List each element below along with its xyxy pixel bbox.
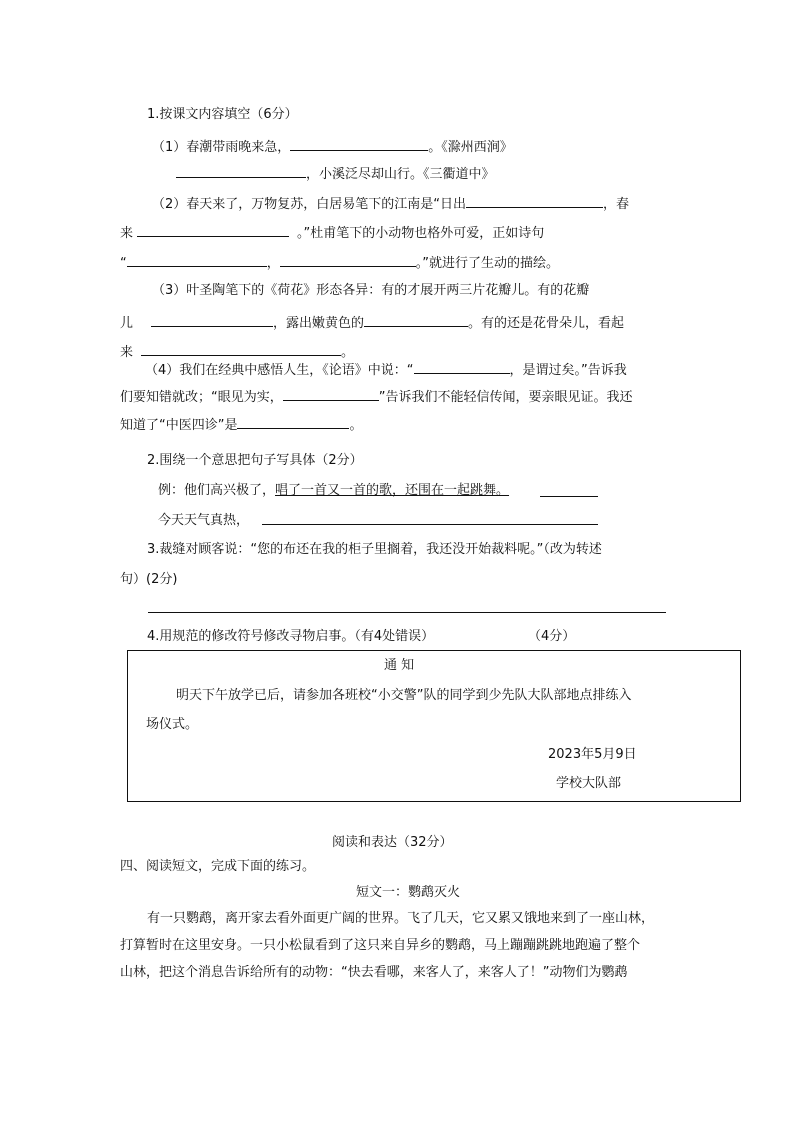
q4a-suffix: ，是谓过矣。”告诉我 [509,363,627,378]
q2c-comma: ， [266,256,280,271]
q1b-suffix: ，小溪泛尽却山行。《三衢道中》 [306,167,495,182]
q4c-prefix: 知道了“中医四诊”是 [120,418,238,433]
prompt-text: 今天天气真热， [158,513,250,528]
q3b-middle: ，露出嫩黄色的 [273,316,365,331]
example-line [158,482,509,500]
passage-line3: 山林，把这个消息告诉给所有的动物：“快去看哪，来客人了，来客人了！”动物们为鹦鹉 [120,965,628,980]
q3b-blank-1[interactable] [151,312,273,327]
section2-title: 2.围绕一个意思把句子写具体（2分） [147,453,363,468]
notice-signer: 学校大队部 [556,776,622,791]
q4b-prefix: 们要知错就改；“眼见为实， [120,390,283,405]
passage-line2: 打算暂时在这里安身。一只小松鼠看到了这只来自异乡的鹦鹉，马上蹦蹦跳跳地跑遍了整个 [120,938,641,953]
notice-box [127,650,741,802]
q3b-prefix: 儿 [120,316,134,331]
q2a-prefix: （2）春天来了，万物复苏，白居易笔下的江南是“日出 [152,197,467,212]
q2a-line [152,193,629,214]
reading-heading: 阅读和表达（32分） [332,835,453,850]
q2b-prefix: 来 [120,226,134,241]
q4b-suffix: ”告诉我们不能轻信传闻，要亲眼见证。我还 [378,390,633,405]
q3b-suffix: 。有的还是花骨朵儿，看起 [468,316,625,331]
q3b-blank-2[interactable] [364,312,468,327]
q3c-blank[interactable] [141,341,341,356]
q4a-prefix: （4）我们在经典中感悟人生，《论语》中说：“ [145,363,414,378]
example-underline-tail [540,496,598,497]
q4b-line [120,386,633,407]
q1a-suffix: 。《滁州西涧》 [428,140,513,155]
section3-line1: 3.裁缝对顾客说：“您的布还在我的柜子里搁着，我还没开始裁料呢。”（改为转述 [147,542,602,557]
q2b-line [120,222,544,243]
example-prefix: 例：他们高兴极了， [158,483,276,498]
q2b-blank[interactable] [137,222,289,237]
q1a-prefix: （1）春潮带雨晚来急， [152,140,291,155]
q4b-blank[interactable] [283,386,379,401]
q2c-suffix: 。”就进行了生动的描绘。 [415,256,560,271]
section4-points: （4分） [528,629,576,644]
section1-title: 1.按课文内容填空（6分） [147,107,298,122]
q2c-blank-1[interactable] [127,252,267,267]
section2-answer-line[interactable] [262,524,598,525]
notice-title: 通 知 [384,658,415,673]
q2c-prefix: “ [120,256,127,271]
section3-answer-line[interactable] [148,612,666,613]
q1b-line [176,163,495,184]
passage-title: 短文一：鹦鹉灭火 [356,885,461,900]
notice-body-line1: 明天下午放学已后，请参加各班校“小交警”队的同学到少先队大队部地点排练入 [176,688,632,703]
reading-instruction: 四、阅读短文，完成下面的练习。 [120,859,316,874]
q3a-line: （3）叶圣陶笔下的《荷花》形态各异：有的才展开两三片花瓣儿。有的花瓣 [152,283,590,298]
q4c-suffix: 。 [349,418,363,433]
q2a-blank[interactable] [466,193,603,208]
q3b-line [120,312,624,333]
q1b-blank[interactable] [176,163,306,178]
example-underlined: 唱了一首又一首的歌，还围在一起跳舞。 [275,483,510,498]
q4a-line [145,359,627,380]
q2a-suffix: ，春 [603,197,630,212]
q4a-blank[interactable] [414,359,510,374]
q3c-prefix: 来 [120,345,134,360]
q1a-line [152,136,513,157]
section4-title: 4.用规范的修改符号修改寻物启事。（有4处错误） [147,629,435,644]
section3-line2: 句）(2分) [120,572,178,587]
q1a-blank[interactable] [290,136,428,151]
q2c-line [120,252,559,273]
prompt-line [158,512,249,530]
q3c-suffix: 。 [341,345,355,360]
q4c-blank[interactable] [237,414,349,429]
notice-date: 2023年5月9日 [548,747,637,762]
q4c-line [120,414,363,435]
q2c-blank-2[interactable] [280,252,416,267]
passage-line1: 有一只鹦鹉，离开家去看外面更广阔的世界。飞了几天，它又累又饿地来到了一座山林， [147,911,655,926]
notice-body-line2: 场仪式。 [146,717,199,732]
q2b-suffix: 。”杜甫笔下的小动物也格外可爱，正如诗句 [297,226,545,241]
